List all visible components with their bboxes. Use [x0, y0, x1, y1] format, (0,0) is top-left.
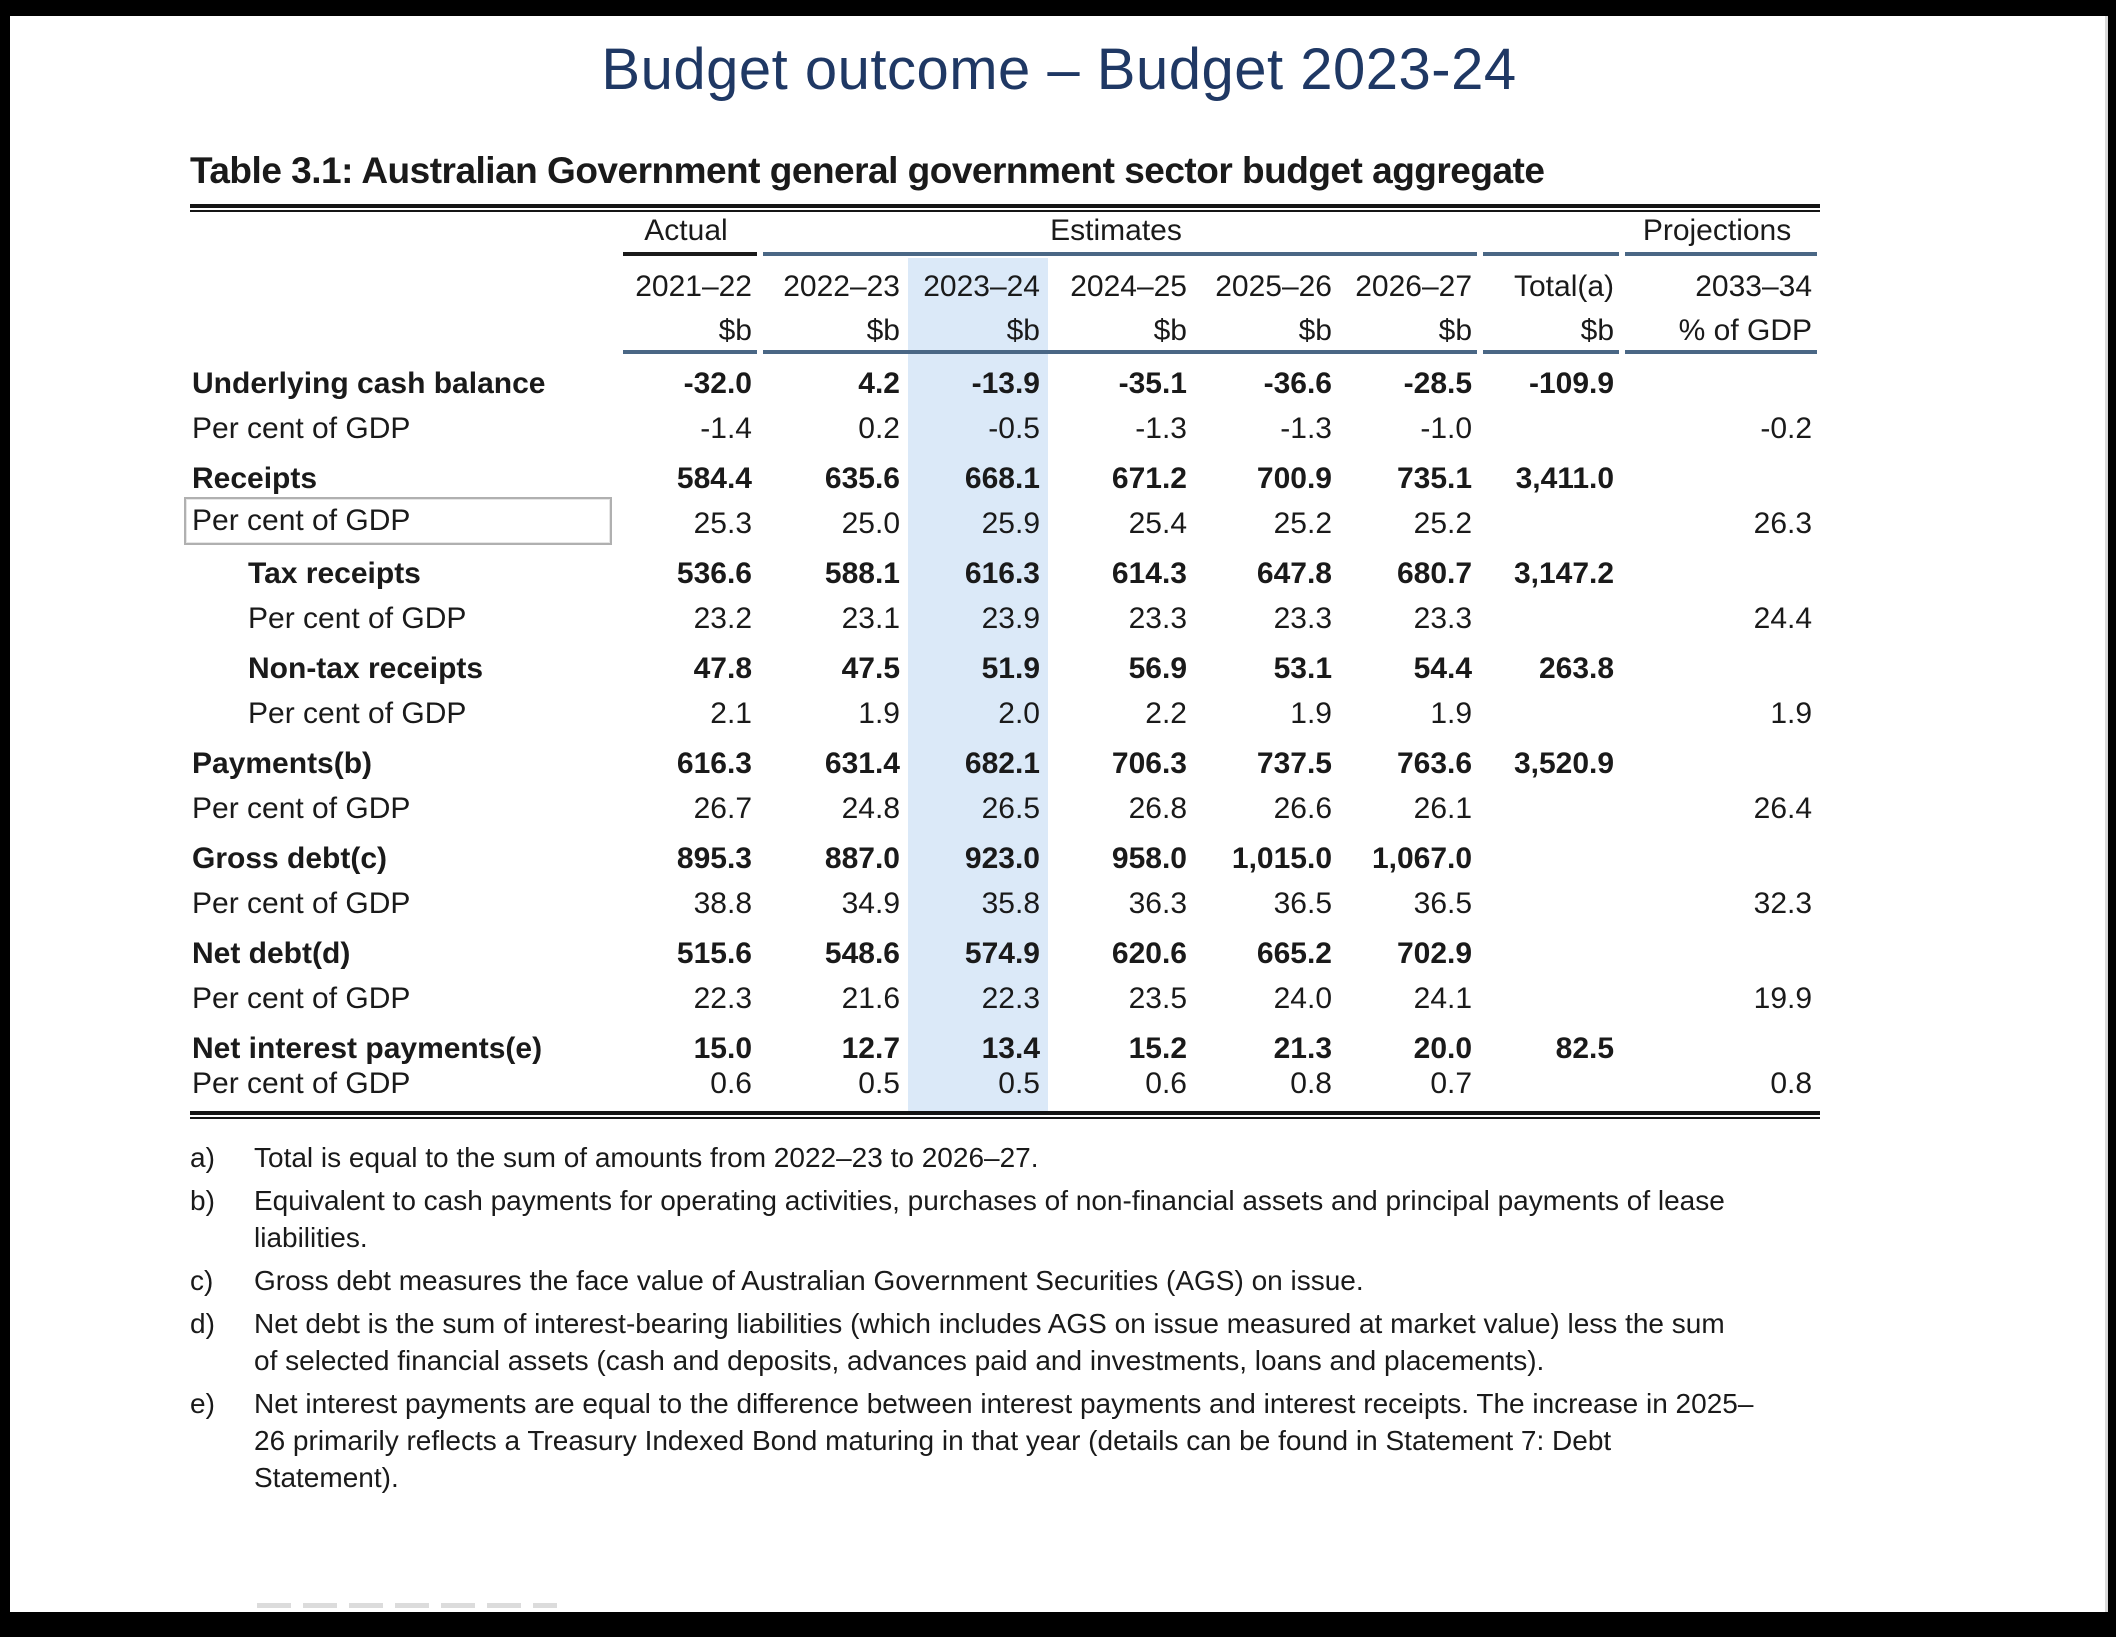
header-rule-row — [190, 348, 1820, 356]
row-label: Receipts — [192, 462, 318, 495]
value-cell: 23.5 — [1128, 982, 1187, 1015]
value-cell: 25.3 — [693, 507, 752, 540]
row-label: Underlying cash balance — [192, 367, 546, 400]
value-cell: 616.3 — [676, 747, 752, 780]
total-underline — [1483, 252, 1619, 256]
row-label-header-spacer — [190, 212, 620, 250]
unit-header: $b — [1438, 314, 1473, 347]
value-cell: 4.2 — [858, 367, 900, 400]
rule-spacer — [190, 250, 620, 258]
row-label: Payments(b) — [192, 747, 373, 780]
estimates-underline — [763, 252, 1477, 256]
rule-projections — [1622, 250, 1820, 258]
footnote-text: Net debt is the sum of interest-bearing liabilities (which includes AGS on issue measured at market value) less the sum of selected financial assets (cash and deposits, advances paid and investments, loans and placements). — [254, 1308, 1725, 1376]
value-cell: -109.9 — [1528, 367, 1615, 400]
value-cell: 24.4 — [1753, 602, 1813, 635]
value-cell: 0.6 — [710, 1067, 752, 1100]
value-cell: 56.9 — [1128, 652, 1187, 685]
rule-projections — [1622, 348, 1820, 356]
value-cell: 26.4 — [1753, 792, 1813, 825]
value-cell: 32.3 — [1753, 887, 1813, 920]
value-cell — [1480, 1066, 1622, 1111]
value-cell — [1622, 446, 1820, 496]
value-cell — [1480, 826, 1622, 876]
value-cell: -28.5 — [1403, 367, 1473, 400]
rule-total — [1480, 250, 1622, 258]
value-cell: -1.3 — [1135, 412, 1187, 445]
rule-estimates — [760, 250, 1480, 258]
row-label: Per cent of GDP — [192, 792, 411, 825]
table-row — [190, 1016, 1820, 1066]
unit-header: % of GDP — [1678, 314, 1813, 347]
value-cell: 614.3 — [1111, 557, 1187, 590]
value-cell: 647.8 — [1256, 557, 1332, 590]
value-cell: -1.3 — [1280, 412, 1332, 445]
value-cell: 1.9 — [858, 697, 900, 730]
value-cell: 1.9 — [1290, 697, 1332, 730]
row-label-header — [190, 304, 620, 348]
row-label: Per cent of GDP — [192, 1067, 411, 1100]
table-body — [190, 356, 1820, 1111]
value-cell — [1622, 636, 1820, 686]
row-label — [190, 496, 620, 541]
column-group-projections: Projections — [1642, 214, 1792, 247]
value-cell: 536.6 — [676, 557, 752, 590]
table-row — [190, 686, 1820, 731]
footnotes — [190, 1139, 1820, 1496]
focused-cell-outline[interactable]: Per cent of GDP — [184, 497, 612, 545]
cropped-text-fragment — [257, 1603, 557, 1608]
table-top-rule — [190, 204, 1820, 212]
table-bottom-rule — [190, 1111, 1820, 1119]
budget-table-container — [190, 212, 1820, 1111]
value-cell: 515.6 — [676, 937, 752, 970]
value-cell: 26.5 — [981, 792, 1040, 825]
footnote-item — [190, 1262, 1820, 1299]
column-group-estimates: Estimates — [1050, 214, 1182, 247]
row-label: Per cent of GDP — [192, 982, 411, 1015]
year-header: 2021–22 — [635, 270, 752, 303]
table-row — [190, 826, 1820, 876]
column-group-row — [190, 212, 1820, 250]
value-cell: 51.9 — [981, 652, 1040, 685]
value-cell — [1480, 876, 1622, 921]
document-page — [10, 16, 2108, 1612]
value-cell: 25.2 — [1273, 507, 1332, 540]
unit-header: $b — [1153, 314, 1187, 347]
value-cell: 26.1 — [1413, 792, 1473, 825]
value-cell: -35.1 — [1118, 367, 1187, 400]
value-cell: 25.0 — [841, 507, 900, 540]
value-cell: 887.0 — [824, 842, 900, 875]
table-row — [190, 1066, 1820, 1111]
rule-actual — [620, 250, 760, 258]
value-cell: 671.2 — [1111, 462, 1187, 495]
unit-header: $b — [1580, 314, 1615, 347]
table-row — [190, 356, 1820, 401]
value-cell — [1622, 826, 1820, 876]
table-row — [190, 781, 1820, 826]
value-cell: -13.9 — [971, 367, 1040, 400]
value-cell: 923.0 — [964, 842, 1040, 875]
unit-header: $b — [1006, 314, 1040, 347]
value-cell — [1480, 401, 1622, 446]
value-cell: 54.4 — [1413, 652, 1473, 685]
value-cell: 0.7 — [1430, 1067, 1473, 1100]
value-cell: 24.8 — [841, 792, 900, 825]
year-header: 2022–23 — [783, 270, 900, 303]
table-row — [190, 591, 1820, 636]
value-cell: 20.0 — [1413, 1032, 1473, 1065]
content-area — [190, 150, 1820, 1502]
year-header: 2026–27 — [1355, 270, 1473, 303]
value-cell — [1480, 971, 1622, 1016]
value-cell: 0.8 — [1290, 1067, 1332, 1100]
value-cell: 35.8 — [981, 887, 1040, 920]
value-cell: 735.1 — [1396, 462, 1473, 495]
value-cell: 548.6 — [824, 937, 900, 970]
table-row — [190, 731, 1820, 781]
table-row — [190, 876, 1820, 921]
rule-actual — [620, 348, 760, 356]
table-row — [190, 921, 1820, 971]
unit-header-row — [190, 304, 1820, 348]
row-label: Per cent of GDP — [192, 412, 411, 445]
value-cell: 12.7 — [841, 1032, 900, 1065]
value-cell: 1,067.0 — [1371, 842, 1473, 875]
column-group-total-spacer — [1480, 212, 1622, 250]
value-cell: 737.5 — [1256, 747, 1332, 780]
value-cell: 25.2 — [1413, 507, 1473, 540]
value-cell: 1.9 — [1770, 697, 1813, 730]
value-cell: 21.3 — [1273, 1032, 1332, 1065]
value-cell: 36.5 — [1273, 887, 1332, 920]
footnote-text: Gross debt measures the face value of Australian Government Securities (AGS) on issue. — [254, 1265, 1364, 1296]
value-cell — [1622, 541, 1820, 591]
value-cell: 895.3 — [676, 842, 752, 875]
row-label: Net interest payments(e) — [192, 1032, 543, 1065]
value-cell: 25.4 — [1128, 507, 1187, 540]
value-cell: 82.5 — [1555, 1032, 1615, 1065]
value-cell: 23.1 — [841, 602, 900, 635]
value-cell: 682.1 — [964, 747, 1040, 780]
value-cell: 706.3 — [1111, 747, 1187, 780]
value-cell: 680.7 — [1396, 557, 1473, 590]
footnote-text: Equivalent to cash payments for operating activities, purchases of non-financial assets and principal payments of lease liabilities. — [254, 1185, 1725, 1253]
value-cell: 26.8 — [1128, 792, 1187, 825]
year-header: Total(a) — [1513, 270, 1615, 303]
footnote-marker: e) — [190, 1388, 215, 1419]
rule-estimates — [760, 348, 1480, 356]
value-cell — [1480, 496, 1622, 541]
rule-spacer — [190, 348, 620, 356]
actual-underline — [623, 350, 757, 354]
row-label: Net debt(d) — [192, 937, 351, 970]
value-cell: 53.1 — [1273, 652, 1332, 685]
value-cell: 0.2 — [858, 412, 900, 445]
value-cell: -32.0 — [683, 367, 752, 400]
value-cell: 26.3 — [1753, 507, 1813, 540]
footnote-item — [190, 1182, 1820, 1256]
value-cell: 19.9 — [1753, 982, 1813, 1015]
value-cell: -1.0 — [1420, 412, 1473, 445]
footnote-text: Net interest payments are equal to the difference between interest payments and interest receipts. The increase in 2025–26 primarily reflects a Treasury Indexed Bond maturing in that year (details can be found in Statement 7: Debt Statement). — [254, 1388, 1754, 1493]
projections-underline — [1625, 350, 1817, 354]
estimates-underline — [763, 350, 1477, 354]
value-cell — [1622, 731, 1820, 781]
value-cell: 2.1 — [710, 697, 752, 730]
value-cell: -0.2 — [1760, 412, 1813, 445]
value-cell: 620.6 — [1111, 937, 1187, 970]
value-cell: 702.9 — [1396, 937, 1473, 970]
row-label: Per cent of GDP — [192, 887, 411, 920]
value-cell: 2.2 — [1145, 697, 1187, 730]
value-cell: 23.3 — [1128, 602, 1187, 635]
table-row — [190, 636, 1820, 686]
value-cell: 23.9 — [981, 602, 1040, 635]
unit-header: $b — [718, 314, 752, 347]
value-cell: 26.7 — [693, 792, 752, 825]
value-cell: 665.2 — [1256, 937, 1332, 970]
year-header: 2023–24 — [923, 270, 1040, 303]
footnote-item — [190, 1385, 1820, 1496]
row-label: Gross debt(c) — [192, 842, 388, 875]
footnote-item — [190, 1305, 1820, 1379]
row-label: Per cent of GDP — [248, 602, 467, 635]
value-cell: 47.8 — [693, 652, 752, 685]
value-cell: 13.4 — [981, 1032, 1040, 1065]
value-cell: 616.3 — [964, 557, 1040, 590]
value-cell: 0.5 — [998, 1067, 1040, 1100]
value-cell: 21.6 — [841, 982, 900, 1015]
value-cell: 635.6 — [824, 462, 900, 495]
value-cell: -36.6 — [1263, 367, 1332, 400]
footnote-item — [190, 1139, 1820, 1176]
value-cell: 0.8 — [1770, 1067, 1813, 1100]
footnote-marker: d) — [190, 1308, 215, 1339]
page-title: Budget outcome – Budget 2023-24 — [601, 37, 1517, 102]
value-cell: 15.0 — [693, 1032, 752, 1065]
row-label: Non-tax receipts — [248, 652, 484, 685]
footnote-marker: a) — [190, 1142, 215, 1173]
value-cell: 3,147.2 — [1513, 557, 1615, 590]
value-cell: 263.8 — [1538, 652, 1615, 685]
total-underline — [1483, 350, 1619, 354]
header-rule-row — [190, 250, 1820, 258]
value-cell: 38.8 — [693, 887, 752, 920]
table-row — [190, 496, 1820, 541]
value-cell: 1,015.0 — [1231, 842, 1332, 875]
row-label-header — [190, 258, 620, 304]
value-cell: 23.3 — [1413, 602, 1473, 635]
table-header — [190, 212, 1820, 356]
value-cell: 23.3 — [1273, 602, 1332, 635]
value-cell: 584.4 — [676, 462, 752, 495]
value-cell: 34.9 — [841, 887, 900, 920]
value-cell: 574.9 — [964, 937, 1040, 970]
year-header-row — [190, 258, 1820, 304]
value-cell: 588.1 — [824, 557, 900, 590]
value-cell: 22.3 — [693, 982, 752, 1015]
year-header: 2033–34 — [1695, 270, 1813, 303]
value-cell: 763.6 — [1396, 747, 1473, 780]
value-cell — [1622, 1016, 1820, 1066]
value-cell: -0.5 — [988, 412, 1040, 445]
value-cell — [1480, 781, 1622, 826]
value-cell: 24.0 — [1273, 982, 1332, 1015]
value-cell: 36.3 — [1128, 887, 1187, 920]
footnote-text: Total is equal to the sum of amounts from 2022–23 to 2026–27. — [254, 1142, 1039, 1173]
value-cell — [1480, 686, 1622, 731]
row-label: Tax receipts — [248, 557, 421, 590]
row-label: Per cent of GDP — [248, 697, 467, 730]
value-cell: 26.6 — [1273, 792, 1332, 825]
projections-underline — [1625, 252, 1817, 256]
year-header: 2024–25 — [1070, 270, 1187, 303]
value-cell: 36.5 — [1413, 887, 1473, 920]
value-cell — [1480, 591, 1622, 636]
value-cell: 23.2 — [693, 602, 752, 635]
value-cell: 958.0 — [1111, 842, 1187, 875]
rule-total — [1480, 348, 1622, 356]
value-cell: 668.1 — [964, 462, 1040, 495]
value-cell — [1480, 921, 1622, 971]
footnote-marker: b) — [190, 1185, 215, 1216]
year-header: 2025–26 — [1215, 270, 1332, 303]
actual-underline — [623, 252, 757, 256]
value-cell: 25.9 — [981, 507, 1040, 540]
table-title: Table 3.1: Australian Government general government sector budget aggregate — [190, 150, 1545, 191]
value-cell: 3,520.9 — [1513, 747, 1615, 780]
value-cell — [1622, 921, 1820, 971]
value-cell: -1.4 — [700, 412, 752, 445]
value-cell: 3,411.0 — [1515, 462, 1615, 495]
column-group-actual: Actual — [644, 214, 728, 247]
unit-header: $b — [1298, 314, 1332, 347]
value-cell: 2.0 — [998, 697, 1040, 730]
table-row — [190, 971, 1820, 1016]
table-row — [190, 541, 1820, 591]
value-cell: 24.1 — [1413, 982, 1473, 1015]
value-cell: 0.6 — [1145, 1067, 1187, 1100]
value-cell: 47.5 — [841, 652, 900, 685]
value-cell: 15.2 — [1128, 1032, 1187, 1065]
unit-header: $b — [866, 314, 900, 347]
value-cell: 0.5 — [858, 1067, 900, 1100]
budget-aggregates-table — [190, 212, 1820, 1111]
value-cell: 1.9 — [1430, 697, 1473, 730]
table-row — [190, 446, 1820, 496]
value-cell: 22.3 — [981, 982, 1040, 1015]
value-cell — [1622, 356, 1820, 401]
table-row — [190, 401, 1820, 446]
value-cell: 631.4 — [824, 747, 900, 780]
footnote-marker: c) — [190, 1265, 214, 1296]
value-cell: 700.9 — [1256, 462, 1332, 495]
